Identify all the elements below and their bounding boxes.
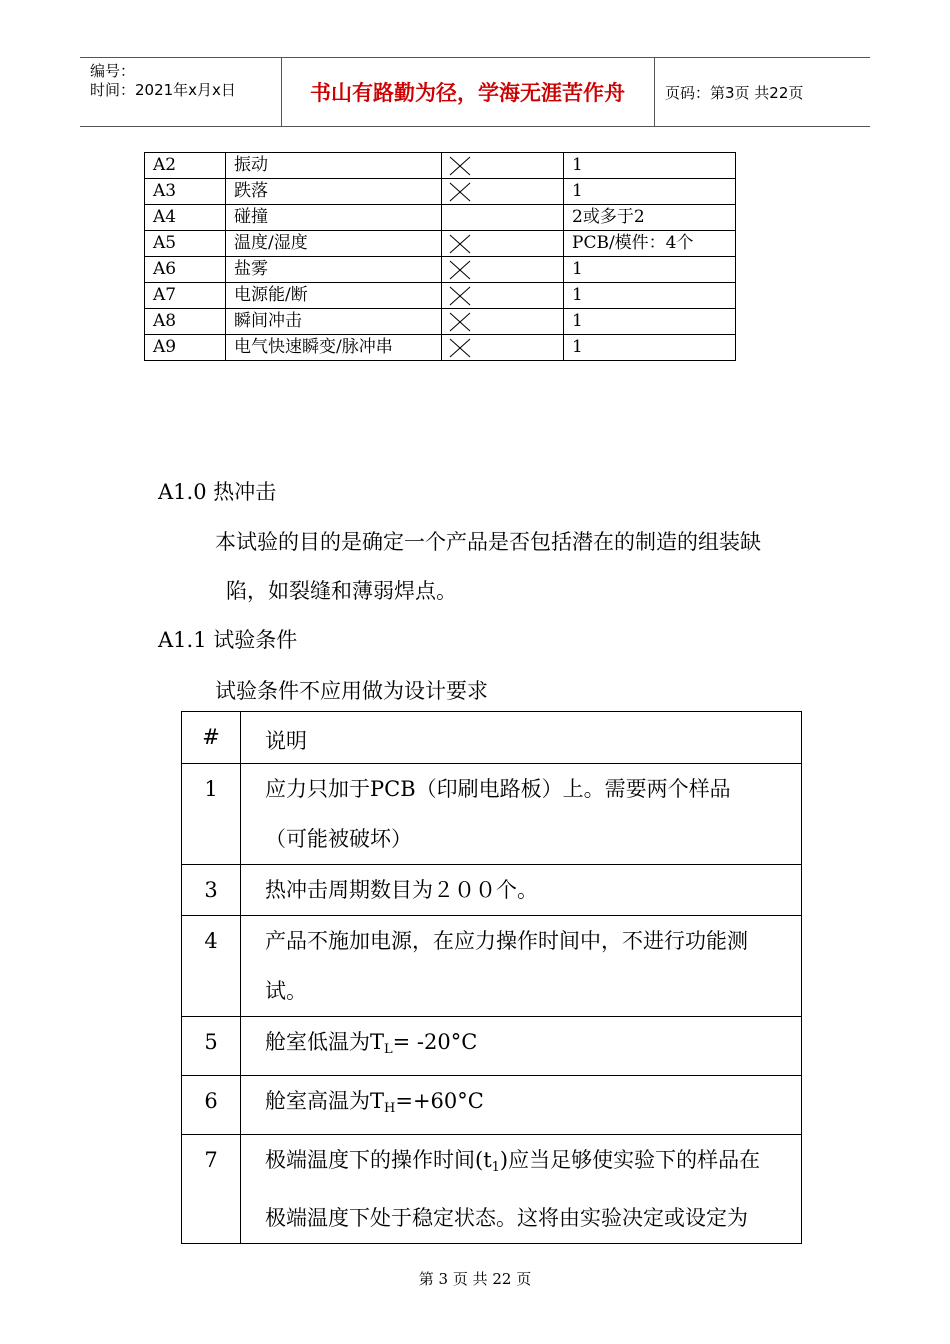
header-meta <box>90 62 236 100</box>
test-conditions-table <box>181 711 802 1244</box>
item-name: 碰撞 <box>226 205 442 231</box>
header-page-info: 页码：第3页 共22页 <box>665 83 804 102</box>
item-mark-cell <box>442 257 564 283</box>
item-name: 振动 <box>226 153 442 179</box>
item-name: 电源能/断 <box>226 283 442 309</box>
description-line: 产品不施加电源，在应力操作时间中，不进行功能测 <box>265 929 748 953</box>
item-name: 瞬间冲击 <box>226 309 442 335</box>
table-row <box>182 1135 802 1244</box>
item-code: A9 <box>145 335 226 361</box>
table-row <box>182 1076 802 1135</box>
condition-number: 6 <box>182 1076 241 1135</box>
column-header-num: # <box>182 712 241 764</box>
table-row <box>145 231 736 257</box>
item-quantity: 1 <box>564 335 736 361</box>
table-row <box>182 1017 802 1076</box>
table-row <box>182 916 802 1017</box>
table-row <box>145 179 736 205</box>
subscript-text: L <box>384 1042 393 1057</box>
cross-mark-icon <box>448 311 472 333</box>
description-line: （可能被破坏） <box>265 827 412 851</box>
item-mark-cell <box>442 283 564 309</box>
condition-description <box>241 1135 802 1244</box>
item-quantity: 1 <box>564 153 736 179</box>
description-line <box>265 1017 801 1075</box>
description-line <box>265 1076 801 1134</box>
description-line <box>265 1135 801 1193</box>
item-code: A6 <box>145 257 226 283</box>
condition-description <box>241 1076 802 1135</box>
table-row <box>182 865 802 916</box>
cross-mark-icon <box>448 337 472 359</box>
item-name: 盐雾 <box>226 257 442 283</box>
table-row <box>145 309 736 335</box>
item-quantity: 2或多于2 <box>564 205 736 231</box>
table-row <box>145 205 736 231</box>
cross-mark-icon <box>448 259 472 281</box>
table-row <box>145 257 736 283</box>
item-code: A4 <box>145 205 226 231</box>
description-text: )应当足够使实验下的样品在 <box>499 1148 761 1172</box>
condition-number: 1 <box>182 764 241 865</box>
test-items-table <box>144 152 736 361</box>
table-row <box>145 153 736 179</box>
description-text: 舱室高温为T <box>265 1089 385 1113</box>
description-text: =+60°C <box>395 1089 484 1113</box>
paragraph-line: 本试验的目的是确定一个产品是否包括潜在的制造的组装缺 <box>215 530 761 554</box>
description-text: = -20°C <box>392 1030 478 1054</box>
cross-mark-icon <box>448 285 472 307</box>
item-quantity: 1 <box>564 179 736 205</box>
time-label: 时间：2021年x月x日 <box>90 81 236 99</box>
page-header <box>80 57 870 127</box>
paragraph-line: 陷，如裂缝和薄弱焊点。 <box>226 579 457 603</box>
header-divider <box>654 58 655 126</box>
item-quantity: 1 <box>564 283 736 309</box>
table-row <box>145 335 736 361</box>
number-label: 编号： <box>90 62 136 80</box>
item-code: A8 <box>145 309 226 335</box>
subscript-text: H <box>384 1101 396 1116</box>
table-row <box>182 764 802 865</box>
condition-description <box>241 764 802 865</box>
description-text: 舱室低温为T <box>265 1030 385 1054</box>
description-line: 极端温度下处于稳定状态。这将由实验决定或设定为 <box>265 1206 748 1230</box>
header-motto: 书山有路勤为径，学海无涯苦作舟 <box>310 81 625 105</box>
item-quantity: PCB/模件：4个 <box>564 231 736 257</box>
item-mark-cell <box>442 153 564 179</box>
condition-description <box>241 916 802 1017</box>
cross-mark-icon <box>448 233 472 255</box>
item-quantity: 1 <box>564 309 736 335</box>
item-name: 温度/湿度 <box>226 231 442 257</box>
page-footer: 第 3 页 共 22 页 <box>418 1270 532 1288</box>
item-code: A3 <box>145 179 226 205</box>
subscript-text: 1 <box>491 1160 500 1175</box>
item-code: A5 <box>145 231 226 257</box>
item-code: A7 <box>145 283 226 309</box>
description-text: 极端温度下的操作时间(t <box>265 1148 492 1172</box>
section-heading-a1-0: A1.0 热冲击 <box>158 480 277 504</box>
item-mark-cell <box>442 205 564 231</box>
description-line: 应力只加于PCB（印刷电路板）上。需要两个样品 <box>265 777 731 801</box>
column-header-desc: 说明 <box>241 712 802 764</box>
description-line: 试。 <box>265 979 307 1003</box>
condition-description <box>241 865 802 916</box>
item-mark-cell <box>442 309 564 335</box>
condition-description <box>241 1017 802 1076</box>
item-mark-cell <box>442 335 564 361</box>
table-row <box>145 283 736 309</box>
cross-mark-icon <box>448 155 472 177</box>
section-heading-a1-1: A1.1 试验条件 <box>158 628 298 652</box>
cross-mark-icon <box>448 181 472 203</box>
table-header-row <box>182 712 802 764</box>
item-quantity: 1 <box>564 257 736 283</box>
item-mark-cell <box>442 179 564 205</box>
condition-number: 7 <box>182 1135 241 1244</box>
item-name: 跌落 <box>226 179 442 205</box>
condition-number: 4 <box>182 916 241 1017</box>
item-mark-cell <box>442 231 564 257</box>
paragraph-line: 试验条件不应用做为设计要求 <box>215 679 488 703</box>
condition-number: 3 <box>182 865 241 916</box>
item-name: 电气快速瞬变/脉冲串 <box>226 335 442 361</box>
item-code: A2 <box>145 153 226 179</box>
condition-number: 5 <box>182 1017 241 1076</box>
description-line: 热冲击周期数目为２００个。 <box>265 878 538 902</box>
